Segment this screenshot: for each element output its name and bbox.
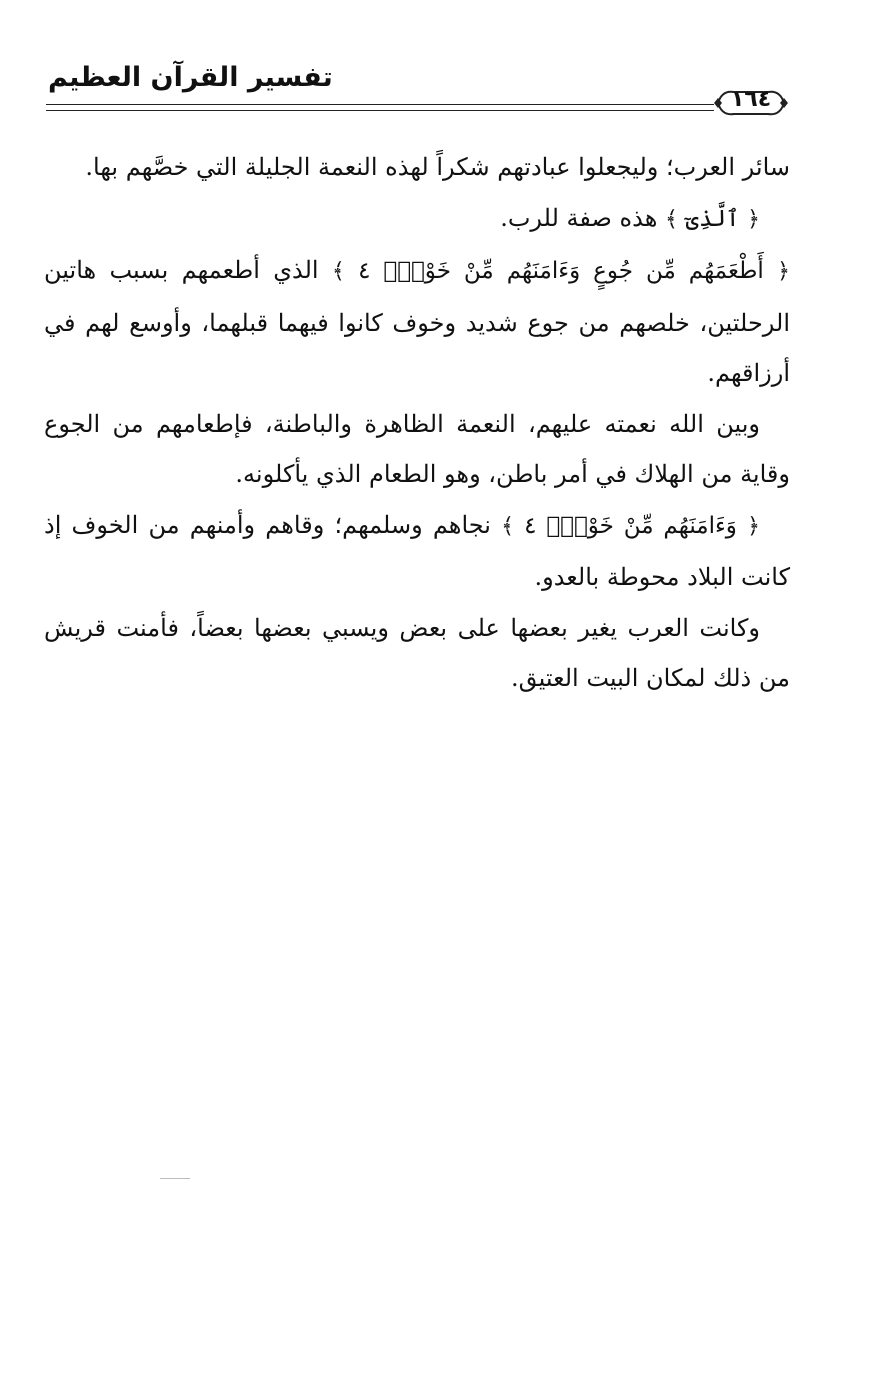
ornate-bracket-close: ﴾ — [665, 206, 678, 232]
quran-verse: ٱلَّذِىٓ — [685, 205, 740, 232]
quran-verse: وَءَامَنَهُم مِّنْ خَوْفٍۭ ٤ — [524, 512, 737, 539]
quran-verse: أَطْعَمَهُم مِّن جُوعٍ وَءَامَنَهُم مِّنْ خَوْفٍۭ ٤ — [358, 258, 764, 284]
paragraph-text: وبين الله نعمته عليهم، النعمة الظاهرة والباطنة، فإطعامهم من الجوع وقاية من الهلاك في أمر باطن، وهو الطعام الذي يأكلونه. — [44, 409, 790, 488]
paragraph-text: نجاهم وسلمهم؛ وقاهم وأمنهم من الخوف إذ كانت البلاد محوطة بالعدو. — [44, 510, 790, 591]
paragraph-text: هذه صفة للرب. — [500, 203, 658, 232]
ornate-bracket-close: ﴾ — [331, 259, 345, 284]
paragraph-4 — [44, 399, 790, 500]
paragraph-text: سائر العرب؛ وليجعلوا عبادتهم شكراً لهذه النعمة الجليلة التي خصَّهم بها. — [85, 153, 790, 181]
page-number: ١٦٤ — [730, 87, 772, 112]
paragraph-2 — [44, 193, 790, 246]
paragraph-5 — [44, 500, 790, 603]
paragraph-text: الذي أطعمهم بسبب هاتين الرحلتين، خلصهم من جوع شديد وخوف كانوا فيهما قبلهما، وأوسع لهم في أرزاقهم. — [44, 256, 791, 387]
paragraph-1 — [44, 142, 790, 193]
ornate-bracket-open: ﴿ — [747, 513, 760, 539]
page-number-badge — [712, 86, 790, 120]
ornate-bracket-close: ﴾ — [501, 513, 514, 539]
scan-mark — [160, 1178, 190, 1179]
ornate-bracket-open: ﴿ — [747, 206, 760, 232]
header-rule-top — [46, 104, 714, 105]
paragraph-6 — [44, 603, 790, 704]
page-body — [44, 142, 790, 704]
header-rule-bottom — [46, 110, 714, 111]
paragraph-3 — [44, 245, 790, 399]
paragraph-text: وكانت العرب يغير بعضها على بعض ويسبي بعضها بعضاً، فأمنت قريش من ذلك لمكان البيت العتيق. — [44, 613, 790, 692]
page-header — [0, 0, 879, 130]
running-title: تفسير القرآن العظيم — [48, 62, 333, 93]
ornate-bracket-open: ﴿ — [777, 259, 790, 284]
